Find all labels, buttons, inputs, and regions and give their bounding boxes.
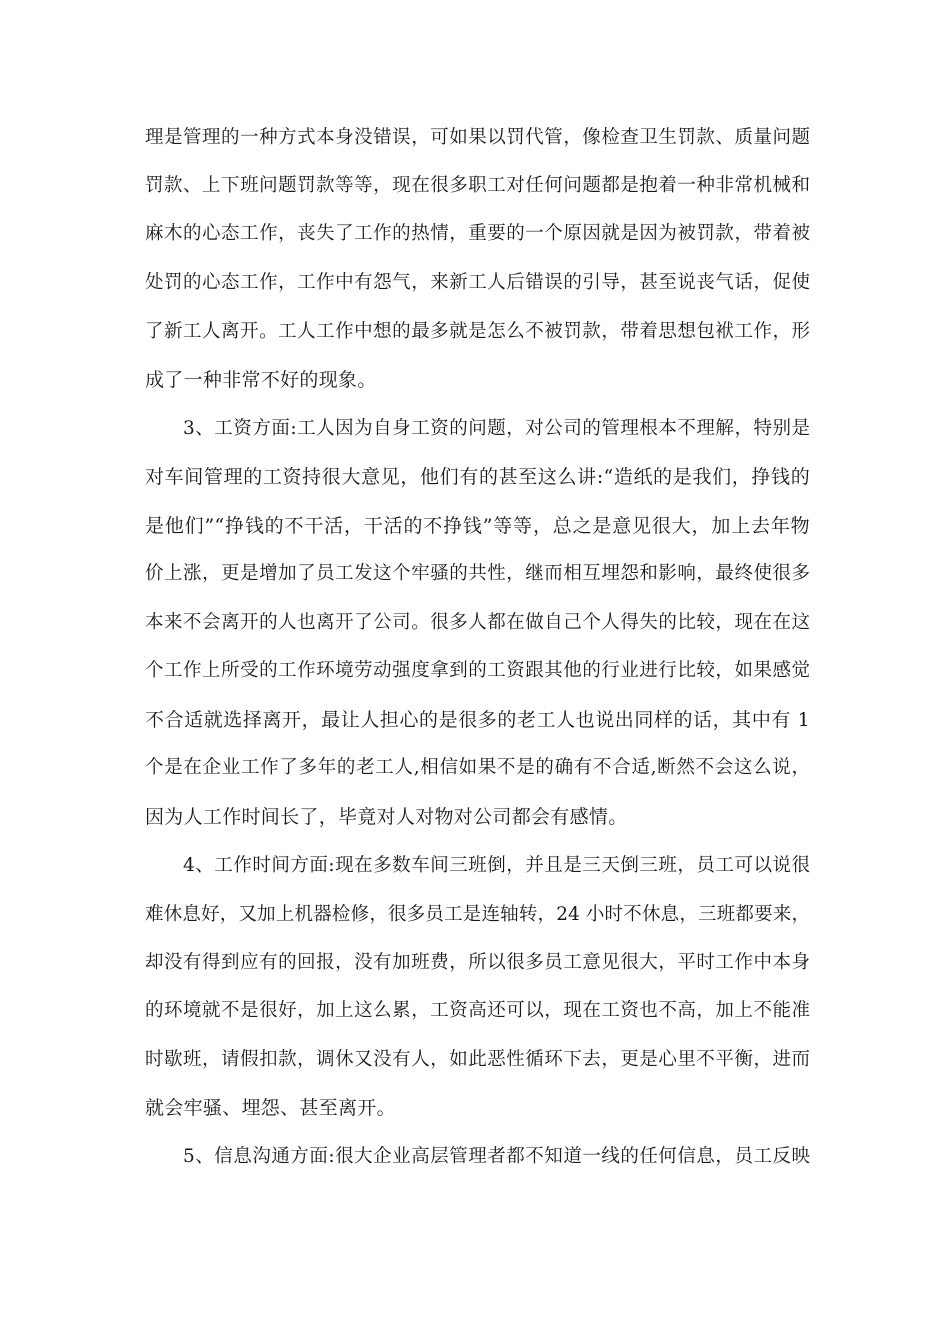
text-line: 了新工人离开。工人工作中想的最多就是怎么不被罚款，带着思想包袱工作，形 xyxy=(145,321,810,342)
text-line: 价上涨，更是增加了员工发这个牢骚的共性，继而相互埋怨和影响，最终使很多 xyxy=(145,563,810,584)
text-line: 个工作上所受的工作环境劳动强度拿到的工资跟其他的行业进行比较，如果感觉 xyxy=(145,660,810,681)
text-line: 不合适就选择离开，最让人担心的是很多的老工人也说出同样的话，其中有 1 xyxy=(145,709,810,731)
text-line: 理是管理的一种方式本身没错误，可如果以罚代管，像检查卫生罚款、质量问题 xyxy=(145,127,810,148)
text-line: 因为人工作时间长了，毕竟对人对物对公司都会有感情。 xyxy=(145,806,628,828)
text-line: 个是在企业工作了多年的老工人,相信如果不是的确有不合适,断然不会这么说， xyxy=(145,757,810,778)
text-line: 是他们”“挣钱的不干活，干活的不挣钱”等等，总之是意见很大，加上去年物 xyxy=(145,515,810,537)
text-line: 却没有得到应有的回报，没有加班费，所以很多员工意见很大，平时工作中本身 xyxy=(145,952,810,973)
text-line: 3、工资方面:工人因为自身工资的问题，对公司的管理根本不理解，特别是 xyxy=(183,418,810,439)
text-line: 罚款、上下班问题罚款等等，现在很多职工对任何问题都是抱着一种非常机械和 xyxy=(145,175,810,196)
text-line: 处罚的心态工作，工作中有怨气，来新工人后错误的引导，甚至说丧气话，促使 xyxy=(145,272,810,293)
text-line: 麻木的心态工作，丧失了工作的热情，重要的一个原因就是因为被罚款，带着被 xyxy=(145,223,810,244)
text-line: 就会牢骚、埋怨、甚至离开。 xyxy=(145,1097,396,1119)
text-line: 4、工作时间方面:现在多数车间三班倒，并且是三天倒三班，员工可以说很 xyxy=(183,855,810,876)
text-line: 难休息好，又加上机器检修，很多员工是连轴转，24 小时不休息，三班都要来， xyxy=(145,904,810,925)
text-line: 对车间管理的工资持很大意见，他们有的甚至这么讲:“造纸的是我们，挣钱的 xyxy=(145,466,810,488)
text-line: 本来不会离开的人也离开了公司。很多人都在做自己个人得失的比较，现在在这 xyxy=(145,612,810,633)
text-line: 的环境就不是很好，加上这么累，工资高还可以，现在工资也不高，加上不能准 xyxy=(145,1000,810,1021)
text-line: 成了一种非常不好的现象。 xyxy=(145,369,377,391)
text-line: 5、信息沟通方面:很大企业高层管理者都不知道一线的任何信息，员工反映 xyxy=(183,1146,810,1167)
text-line: 时歇班，请假扣款，调休又没有人，如此恶性循环下去，更是心里不平衡，进而 xyxy=(145,1049,810,1070)
